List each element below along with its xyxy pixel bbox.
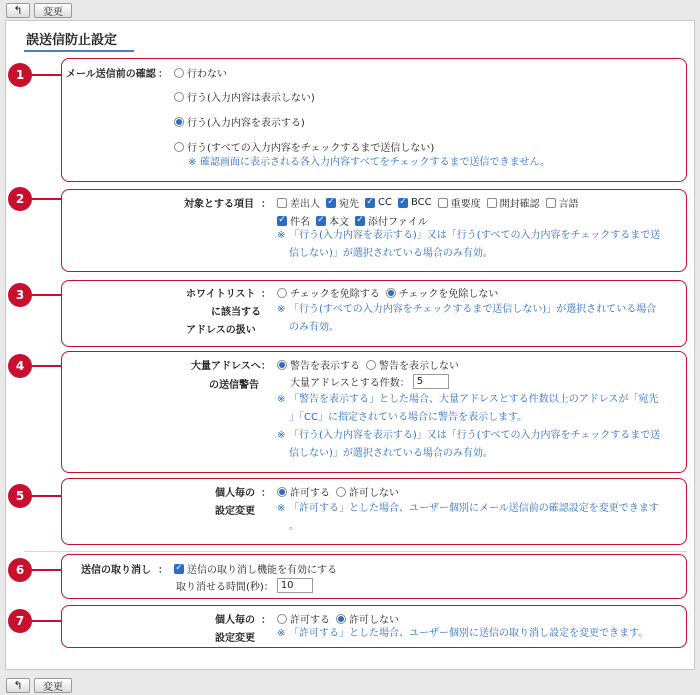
confirm-option-display[interactable]: 行う(入力内容を表示する): [174, 114, 305, 129]
undo-send-label: 送信の取り消し: [81, 565, 151, 576]
change-button-bottom[interactable]: 変更: [34, 678, 72, 693]
bulk-warn-radio[interactable]: 警告を表示する: [277, 357, 360, 372]
marker-3: 3: [8, 283, 32, 307]
bulk-count-row: [290, 374, 449, 389]
item-subject[interactable]: ✓ 件名: [278, 215, 310, 228]
back-button[interactable]: [6, 3, 30, 18]
whitelist-note: ※ 「行う(すべての入力内容をチェックするまで送信しない)」が選択されている場合 のみ有効。: [277, 304, 657, 333]
confirm-option-check-all[interactable]: 行う(すべての入力内容をチェックするまで送信しない): [174, 139, 434, 154]
bulk-options: [277, 357, 465, 372]
marker-7: 7: [8, 609, 32, 633]
checkbox-checked-icon[interactable]: ✓: [356, 215, 364, 225]
marker-4: 4: [8, 354, 32, 378]
item-to[interactable]: ✓ 宛先: [327, 197, 359, 210]
radio-icon[interactable]: [174, 92, 184, 102]
bulk-count-input[interactable]: 5: [413, 374, 449, 389]
bulk-note: ※ 「警告を表示する」とした場合、大量アドレスとする件数以上のアドレスが「宛先 」「CC」に指定されている場合に警告を表示します。 ※ 「行う(入力内容を表示する)」又は「行う(すべての入力内容をチェックするまで送 信しない)」が選択されている場合のみ有効。: [277, 394, 661, 459]
top-toolbar: [0, 0, 700, 20]
target-items-row1: [277, 195, 585, 210]
radio-icon[interactable]: [174, 142, 184, 152]
mail-confirm-label: メール送信前の確認: [66, 69, 156, 80]
item-body[interactable]: ✓ 本文: [317, 215, 349, 228]
radio-selected-icon[interactable]: [277, 360, 287, 370]
personal-options: [277, 484, 405, 499]
radio-selected-icon[interactable]: [336, 614, 346, 624]
title-underline: [24, 50, 134, 52]
back-arrow-icon: ↰: [13, 678, 23, 692]
target-items-note: ※ 「行う(入力内容を表示する)」又は「行う(すべての入力内容をチェックするまで送 信しない)」が選択されている場合のみ有効。: [277, 230, 661, 259]
mail-confirm-note: ※ 確認画面に表示される各入力内容すべてをチェックするまで送信できません。: [188, 157, 551, 168]
radio-icon[interactable]: [174, 68, 184, 78]
marker-line-2: [32, 198, 62, 200]
colon: ：: [158, 69, 168, 80]
undo-time-row: [176, 578, 313, 593]
colon: ：: [261, 289, 271, 300]
radio-selected-icon[interactable]: [277, 487, 287, 497]
undo-personal-options: [277, 611, 405, 626]
personal-label-2: 設定変更: [215, 506, 255, 517]
bottom-toolbar: [0, 675, 700, 695]
bulk-label-1: 大量アドレスへ: [191, 361, 261, 372]
whitelist-label-2: に該当する: [211, 307, 261, 318]
marker-line-4: [32, 365, 62, 367]
item-priority[interactable]: 重要度: [438, 195, 481, 210]
checkbox-checked-icon[interactable]: ✓: [399, 197, 407, 207]
undo-personal-deny-radio[interactable]: 許可しない: [336, 611, 399, 626]
whitelist-options: [277, 285, 504, 300]
checkbox-checked-icon[interactable]: ✓: [278, 215, 286, 225]
marker-line-1: [32, 74, 62, 76]
checkbox-checked-icon[interactable]: ✓: [175, 563, 183, 573]
target-items-row2: [277, 213, 434, 228]
marker-line-3: [32, 294, 62, 296]
confirm-option-none[interactable]: 行わない: [174, 65, 227, 80]
settings-panel: [5, 20, 695, 670]
section-undo-send: [61, 554, 687, 599]
marker-line-7: [32, 620, 62, 622]
undo-personal-allow-radio[interactable]: 許可する: [277, 611, 330, 626]
marker-2: 2: [8, 187, 32, 211]
undo-personal-label-1: 個人毎の: [215, 615, 255, 626]
checkbox-checked-icon[interactable]: ✓: [366, 197, 374, 207]
back-button-bottom[interactable]: [6, 678, 30, 693]
item-bcc[interactable]: ✓ BCC: [399, 197, 432, 208]
marker-line-5: [32, 495, 62, 497]
colon: ：: [261, 199, 271, 210]
back-arrow-icon: ↰: [13, 3, 23, 17]
marker-line-6: [32, 569, 62, 571]
whitelist-label-1: ホワイトリスト: [186, 289, 256, 300]
item-sender[interactable]: 差出人: [277, 195, 320, 210]
undo-time-label: 取り消せる時間(秒)：: [176, 582, 274, 593]
checkbox-checked-icon[interactable]: ✓: [317, 215, 325, 225]
change-button[interactable]: 変更: [34, 3, 72, 18]
whitelist-not-exempt-radio[interactable]: チェックを免除しない: [386, 285, 499, 300]
personal-deny-radio[interactable]: 許可しない: [336, 484, 399, 499]
radio-selected-icon[interactable]: [174, 117, 184, 127]
item-language[interactable]: 言語: [546, 195, 579, 210]
item-attachment[interactable]: ✓ 添付ファイル: [356, 215, 428, 228]
marker-1: 1: [8, 63, 32, 87]
page-title: 誤送信防止設定: [26, 33, 118, 48]
bulk-no-warn-radio[interactable]: 警告を表示しない: [366, 357, 459, 372]
whitelist-exempt-radio[interactable]: チェックを免除する: [277, 285, 380, 300]
item-cc[interactable]: ✓ CC: [366, 197, 392, 208]
undo-personal-label-2: 設定変更: [215, 633, 255, 644]
section-divider: [24, 551, 687, 552]
undo-enable-checkbox[interactable]: ✓ 送信の取り消し機能を有効にする: [175, 563, 337, 576]
personal-note: ※ 「許可する」とした場合、ユーザー個別にメール送信前の確認設定を変更できます 。: [277, 503, 659, 532]
checkbox-checked-icon[interactable]: ✓: [327, 197, 335, 207]
colon: ：: [261, 361, 271, 372]
personal-allow-radio[interactable]: 許可する: [277, 484, 330, 499]
personal-label-1: 個人毎の: [215, 488, 255, 499]
target-items-label: 対象とする項目: [184, 199, 254, 210]
undo-personal-note: ※ 「許可する」とした場合、ユーザー個別に送信の取り消し設定を変更できます。: [277, 628, 649, 639]
colon: ：: [261, 488, 271, 499]
radio-selected-icon[interactable]: [386, 288, 396, 298]
colon: ：: [261, 615, 271, 626]
undo-time-input[interactable]: 10: [277, 578, 313, 593]
bulk-label-2: の送信警告: [209, 380, 259, 391]
whitelist-label-3: アドレスの扱い: [186, 325, 256, 336]
marker-6: 6: [8, 558, 32, 582]
item-read-receipt[interactable]: 開封確認: [487, 195, 540, 210]
marker-5: 5: [8, 484, 32, 508]
colon: ：: [158, 565, 168, 576]
bulk-count-label: 大量アドレスとする件数：: [290, 378, 410, 389]
confirm-option-no-display[interactable]: 行う(入力内容は表示しない): [174, 89, 315, 104]
